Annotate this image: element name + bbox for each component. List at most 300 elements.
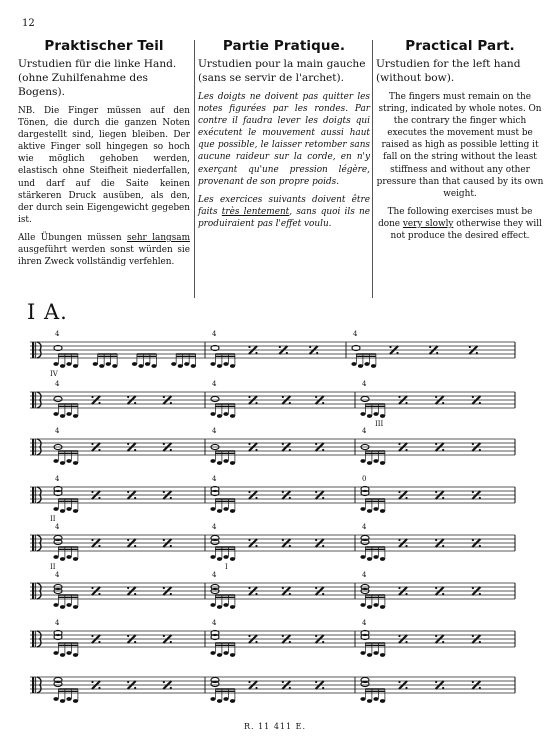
repeat-dot [91, 681, 93, 683]
sixteenth-note [210, 603, 215, 607]
alto-clef [35, 342, 36, 358]
repeat-dot [322, 545, 324, 547]
sixteenth-note [373, 697, 378, 701]
repeat-dot [322, 641, 324, 643]
sixteenth-note [360, 412, 365, 416]
sixteenth-note [66, 697, 71, 701]
sixteenth-note [373, 507, 378, 511]
repeat-dot [255, 687, 257, 689]
sixteenth-note [373, 651, 378, 655]
sixteenth-note [151, 364, 156, 368]
string-mark: II [50, 563, 56, 571]
sixteenth-note [230, 605, 235, 609]
sixteenth-note [217, 461, 222, 465]
repeat-dot [315, 539, 317, 541]
repeat-dot [255, 545, 257, 547]
sixteenth-note [93, 362, 98, 366]
repeat-dot [98, 449, 100, 451]
underlined-text: very slowly [402, 218, 454, 229]
section-title: I A. [27, 300, 68, 324]
sixteenth-note [360, 555, 365, 559]
repeat-dot [315, 443, 317, 445]
french-column [198, 38, 370, 300]
french-paragraph-2 [198, 194, 370, 230]
repeat-dot [479, 545, 481, 547]
repeat-dot [315, 635, 317, 637]
french-subtitle: Urstudien pour la main gauche (sans se servir de l'archet). [198, 58, 366, 84]
whole-note [211, 396, 219, 401]
sixteenth-note [217, 557, 222, 561]
alto-clef [35, 535, 36, 551]
repeat-dot [398, 491, 400, 493]
sixteenth-note [210, 412, 215, 416]
repeat-dot [405, 497, 407, 499]
sixteenth-note [223, 412, 228, 416]
sixteenth-note [360, 697, 365, 701]
sixteenth-note [112, 364, 117, 368]
repeat-dot [170, 497, 172, 499]
repeat-dot [398, 443, 400, 445]
fingering: 0 [362, 475, 367, 483]
repeat-dot [91, 396, 93, 398]
fingering: 4 [362, 619, 367, 627]
fingering: 4 [353, 330, 358, 338]
repeat-dot [134, 641, 136, 643]
repeat-dot [398, 681, 400, 683]
repeat-dot [282, 635, 284, 637]
fingering: 4 [212, 330, 217, 338]
repeat-dot [248, 491, 250, 493]
alto-clef [32, 392, 34, 408]
repeat-dot [282, 396, 284, 398]
repeat-dot [442, 402, 444, 404]
sixteenth-note [223, 459, 228, 463]
repeat-dot [127, 539, 129, 541]
sixteenth-note [210, 507, 215, 511]
repeat-dot [479, 402, 481, 404]
sixteenth-note [367, 414, 372, 418]
fingering: 4 [212, 523, 217, 531]
alto-clef [35, 487, 36, 503]
repeat-dot [134, 593, 136, 595]
sixteenth-note [73, 699, 78, 703]
repeat-dot [405, 593, 407, 595]
underlined-text: très lentement [221, 206, 290, 217]
repeat-dot [134, 687, 136, 689]
repeat-dot [127, 443, 129, 445]
sixteenth-note [373, 555, 378, 559]
sixteenth-note [53, 651, 58, 655]
sixteenth-note [364, 362, 369, 366]
repeat-dot [91, 635, 93, 637]
sixteenth-note [223, 507, 228, 511]
repeat-dot [472, 681, 474, 683]
sixteenth-note [367, 699, 372, 703]
sixteenth-note [367, 509, 372, 513]
sixteenth-note [230, 557, 235, 561]
repeat-dot [442, 449, 444, 451]
repeat-dot [405, 687, 407, 689]
fingering: 4 [55, 380, 60, 388]
repeat-dot [315, 491, 317, 493]
fingering: 4 [362, 427, 367, 435]
repeat-dot [282, 539, 284, 541]
sixteenth-note [210, 459, 215, 463]
sixteenth-note [138, 364, 143, 368]
sixteenth-note [73, 461, 78, 465]
sixteenth-note [358, 364, 363, 368]
sixteenth-note [360, 651, 365, 655]
sixteenth-note [223, 603, 228, 607]
alto-clef [32, 487, 34, 503]
sixteenth-note [66, 362, 71, 366]
repeat-dot [163, 443, 165, 445]
sixteenth-note [60, 699, 65, 703]
repeat-dot [170, 402, 172, 404]
repeat-dot [170, 687, 172, 689]
sixteenth-note [360, 603, 365, 607]
sixteenth-note [53, 412, 58, 416]
text-part: otherwise they will not produce the desired effect. [390, 218, 542, 242]
sixteenth-note [230, 461, 235, 465]
text-part: Alle Übungen müssen [18, 232, 128, 243]
english-subtitle: Urstudien for the left hand (without bow). [376, 58, 521, 84]
sixteenth-note [360, 459, 365, 463]
repeat-dot [442, 641, 444, 643]
repeat-dot [248, 396, 250, 398]
repeat-dot [405, 545, 407, 547]
sixteenth-note [66, 651, 71, 655]
sixteenth-note [145, 362, 150, 366]
sixteenth-note [230, 653, 235, 657]
repeat-dot [163, 635, 165, 637]
repeat-dot [255, 497, 257, 499]
sixteenth-note [371, 364, 376, 368]
alto-clef [35, 631, 36, 647]
sixteenth-note [223, 555, 228, 559]
page-number: 12 [22, 18, 35, 29]
repeat-dot [282, 443, 284, 445]
repeat-dot [398, 635, 400, 637]
alto-clef [35, 583, 36, 599]
repeat-dot [315, 396, 317, 398]
column-divider [194, 40, 195, 298]
repeat-dot [442, 497, 444, 499]
sixteenth-note [217, 509, 222, 513]
repeat-dot [435, 491, 437, 493]
repeat-dot [322, 593, 324, 595]
repeat-dot [469, 346, 471, 348]
repeat-dot [405, 449, 407, 451]
repeat-dot [315, 587, 317, 589]
repeat-dot [405, 402, 407, 404]
repeat-dot [163, 491, 165, 493]
english-column [376, 38, 544, 300]
repeat-dot [91, 491, 93, 493]
repeat-dot [248, 443, 250, 445]
repeat-dot [479, 641, 481, 643]
repeat-dot [134, 449, 136, 451]
repeat-dot [289, 545, 291, 547]
english-heading: Practical Part. [405, 38, 515, 54]
sixteenth-note [60, 605, 65, 609]
fingering: 4 [55, 330, 60, 338]
repeat-dot [91, 587, 93, 589]
repeat-dot [282, 681, 284, 683]
repeat-dot [442, 545, 444, 547]
sixteenth-note [60, 414, 65, 418]
french-paragraph-1: Les doigts ne doivent pas quitter les notes figurées par les rondes. Par contre il faudra lever les doigts qui exécutent le mouvement aussi haut que possible, le laisser retomber sans aucune raideur sur la corde, en n'y exerçant qu'une pression légère, provenant de son propre poids. [198, 92, 370, 187]
repeat-dot [286, 352, 288, 354]
repeat-dot [398, 396, 400, 398]
sixteenth-note [132, 362, 137, 366]
repeat-dot [248, 346, 250, 348]
repeat-dot [98, 497, 100, 499]
repeat-dot [163, 396, 165, 398]
text-part: The following exercises must be done [378, 206, 533, 229]
repeat-dot [248, 587, 250, 589]
fingering: 4 [212, 427, 217, 435]
alto-clef [35, 439, 36, 455]
alto-clef [35, 677, 36, 693]
fingering: 4 [212, 380, 217, 388]
whole-note [361, 396, 369, 401]
repeat-dot [315, 681, 317, 683]
sixteenth-note [73, 414, 78, 418]
sixteenth-note [60, 461, 65, 465]
repeat-dot [435, 396, 437, 398]
fingering: 4 [55, 619, 60, 627]
sixteenth-note [380, 605, 385, 609]
underlined-text: sehr langsam [127, 232, 190, 243]
alto-clef [32, 677, 34, 693]
repeat-dot [170, 545, 172, 547]
repeat-dot [436, 352, 438, 354]
repeat-dot [255, 593, 257, 595]
repeat-dot [435, 539, 437, 541]
sixteenth-note [217, 414, 222, 418]
string-mark: IV [50, 370, 58, 378]
repeat-dot [429, 346, 431, 348]
column-divider [372, 40, 373, 298]
repeat-dot [163, 681, 165, 683]
repeat-dot [479, 593, 481, 595]
repeat-dot [322, 449, 324, 451]
repeat-dot [396, 352, 398, 354]
sixteenth-note [380, 414, 385, 418]
repeat-dot [472, 539, 474, 541]
repeat-dot [435, 635, 437, 637]
sixteenth-note [66, 412, 71, 416]
fingering: 4 [55, 475, 60, 483]
sixteenth-note [73, 509, 78, 513]
repeat-dot [442, 593, 444, 595]
sixteenth-note [73, 653, 78, 657]
fingering: 4 [212, 475, 217, 483]
repeat-dot [163, 539, 165, 541]
text-part: ausgeführt werden sonst würden sie ihren Zweck vollständig verfehlen. [18, 245, 190, 268]
repeat-dot [405, 641, 407, 643]
repeat-dot [282, 587, 284, 589]
repeat-dot [163, 587, 165, 589]
music-score [0, 330, 550, 710]
alto-clef [35, 392, 36, 408]
sixteenth-note [380, 557, 385, 561]
german-paragraph-1: NB. Die Finger müssen auf den Tönen, die durch die ganzen Noten dargestellt sind, liegen bleiben. Der aktive Finger soll hingegen so hoch wie möglich gehoben werden, elastisch ohne Steifheit niederfallen, und darf auf die Saite keinen stärkeren Druck ausüben, als den, der durch sein Eigengewicht gegeben ist. [18, 106, 190, 225]
repeat-dot [134, 497, 136, 499]
publisher-footer: R. 11 411 E. [243, 722, 307, 731]
repeat-dot [127, 635, 129, 637]
sixteenth-note [230, 509, 235, 513]
repeat-dot [435, 681, 437, 683]
sixteenth-note [210, 651, 215, 655]
sixteenth-note [53, 507, 58, 511]
sixteenth-note [367, 557, 372, 561]
repeat-dot [289, 497, 291, 499]
sixteenth-note [60, 557, 65, 561]
repeat-dot [279, 346, 281, 348]
sixteenth-note [230, 699, 235, 703]
repeat-dot [127, 681, 129, 683]
fingering: 4 [362, 571, 367, 579]
sixteenth-note [210, 697, 215, 701]
sixteenth-note [367, 605, 372, 609]
sixteenth-note [367, 461, 372, 465]
sixteenth-note [66, 507, 71, 511]
string-mark: II [50, 515, 56, 523]
repeat-dot [255, 402, 257, 404]
french-heading: Partie Pratique. [222, 38, 346, 54]
fingering: 4 [212, 571, 217, 579]
text-part: Les exercices suivants doivent être faits [198, 194, 370, 217]
fingering: 4 [55, 571, 60, 579]
fingering: 4 [362, 523, 367, 531]
string-mark: I [225, 563, 228, 571]
repeat-dot [98, 641, 100, 643]
repeat-dot [322, 687, 324, 689]
sixteenth-note [60, 364, 65, 368]
repeat-dot [91, 443, 93, 445]
repeat-dot [98, 593, 100, 595]
repeat-dot [398, 539, 400, 541]
fingering: 4 [362, 380, 367, 388]
repeat-dot [472, 491, 474, 493]
instructions-columns [18, 38, 544, 300]
sixteenth-note [223, 651, 228, 655]
sixteenth-note [230, 364, 235, 368]
repeat-dot [255, 641, 257, 643]
repeat-dot [435, 587, 437, 589]
text-part: , sans quoi ils ne produiraient pas l'effet voulu. [198, 206, 370, 229]
repeat-dot [479, 497, 481, 499]
repeat-dot [289, 402, 291, 404]
repeat-dot [472, 443, 474, 445]
sixteenth-note [73, 605, 78, 609]
sixteenth-note [171, 362, 176, 366]
sixteenth-note [351, 362, 356, 366]
repeat-dot [98, 545, 100, 547]
alto-clef [32, 535, 34, 551]
sixteenth-note [53, 362, 58, 366]
repeat-dot [435, 443, 437, 445]
german-paragraph-2 [18, 232, 190, 268]
sixteenth-note [66, 459, 71, 463]
sixteenth-note [210, 362, 215, 366]
repeat-dot [322, 497, 324, 499]
sixteenth-note [184, 362, 189, 366]
german-column [18, 38, 190, 300]
repeat-dot [170, 641, 172, 643]
repeat-dot [255, 352, 257, 354]
repeat-dot [398, 587, 400, 589]
repeat-dot [282, 491, 284, 493]
repeat-dot [476, 352, 478, 354]
repeat-dot [442, 687, 444, 689]
sixteenth-note [230, 414, 235, 418]
repeat-dot [91, 539, 93, 541]
repeat-dot [98, 402, 100, 404]
sixteenth-note [217, 653, 222, 657]
sixteenth-note [53, 555, 58, 559]
sixteenth-note [53, 697, 58, 701]
sixteenth-note [373, 412, 378, 416]
repeat-dot [289, 687, 291, 689]
alto-clef [32, 583, 34, 599]
sixteenth-note [380, 699, 385, 703]
sixteenth-note [73, 557, 78, 561]
repeat-dot [248, 635, 250, 637]
repeat-dot [322, 402, 324, 404]
sixteenth-note [367, 653, 372, 657]
repeat-dot [134, 545, 136, 547]
repeat-dot [472, 635, 474, 637]
repeat-dot [127, 396, 129, 398]
repeat-dot [472, 396, 474, 398]
repeat-dot [289, 449, 291, 451]
sixteenth-note [380, 461, 385, 465]
english-paragraph-2 [376, 206, 544, 242]
sixteenth-note [217, 699, 222, 703]
sixteenth-note [106, 362, 111, 366]
sixteenth-note [191, 364, 196, 368]
repeat-dot [472, 587, 474, 589]
sixteenth-note [60, 509, 65, 513]
sixteenth-note [380, 509, 385, 513]
repeat-dot [170, 449, 172, 451]
sixteenth-note [217, 605, 222, 609]
repeat-dot [316, 352, 318, 354]
alto-clef [32, 631, 34, 647]
sixteenth-note [99, 364, 104, 368]
sixteenth-note [210, 555, 215, 559]
fingering: 4 [55, 523, 60, 531]
sixteenth-note [66, 603, 71, 607]
repeat-dot [248, 681, 250, 683]
sixteenth-note [66, 555, 71, 559]
sixteenth-note [373, 603, 378, 607]
sixteenth-note [53, 459, 58, 463]
sixteenth-note [60, 653, 65, 657]
alto-clef [32, 439, 34, 455]
alto-clef [32, 342, 34, 358]
sixteenth-note [217, 364, 222, 368]
repeat-dot [309, 346, 311, 348]
repeat-dot [479, 449, 481, 451]
repeat-dot [170, 593, 172, 595]
repeat-dot [289, 593, 291, 595]
repeat-dot [98, 687, 100, 689]
repeat-dot [479, 687, 481, 689]
